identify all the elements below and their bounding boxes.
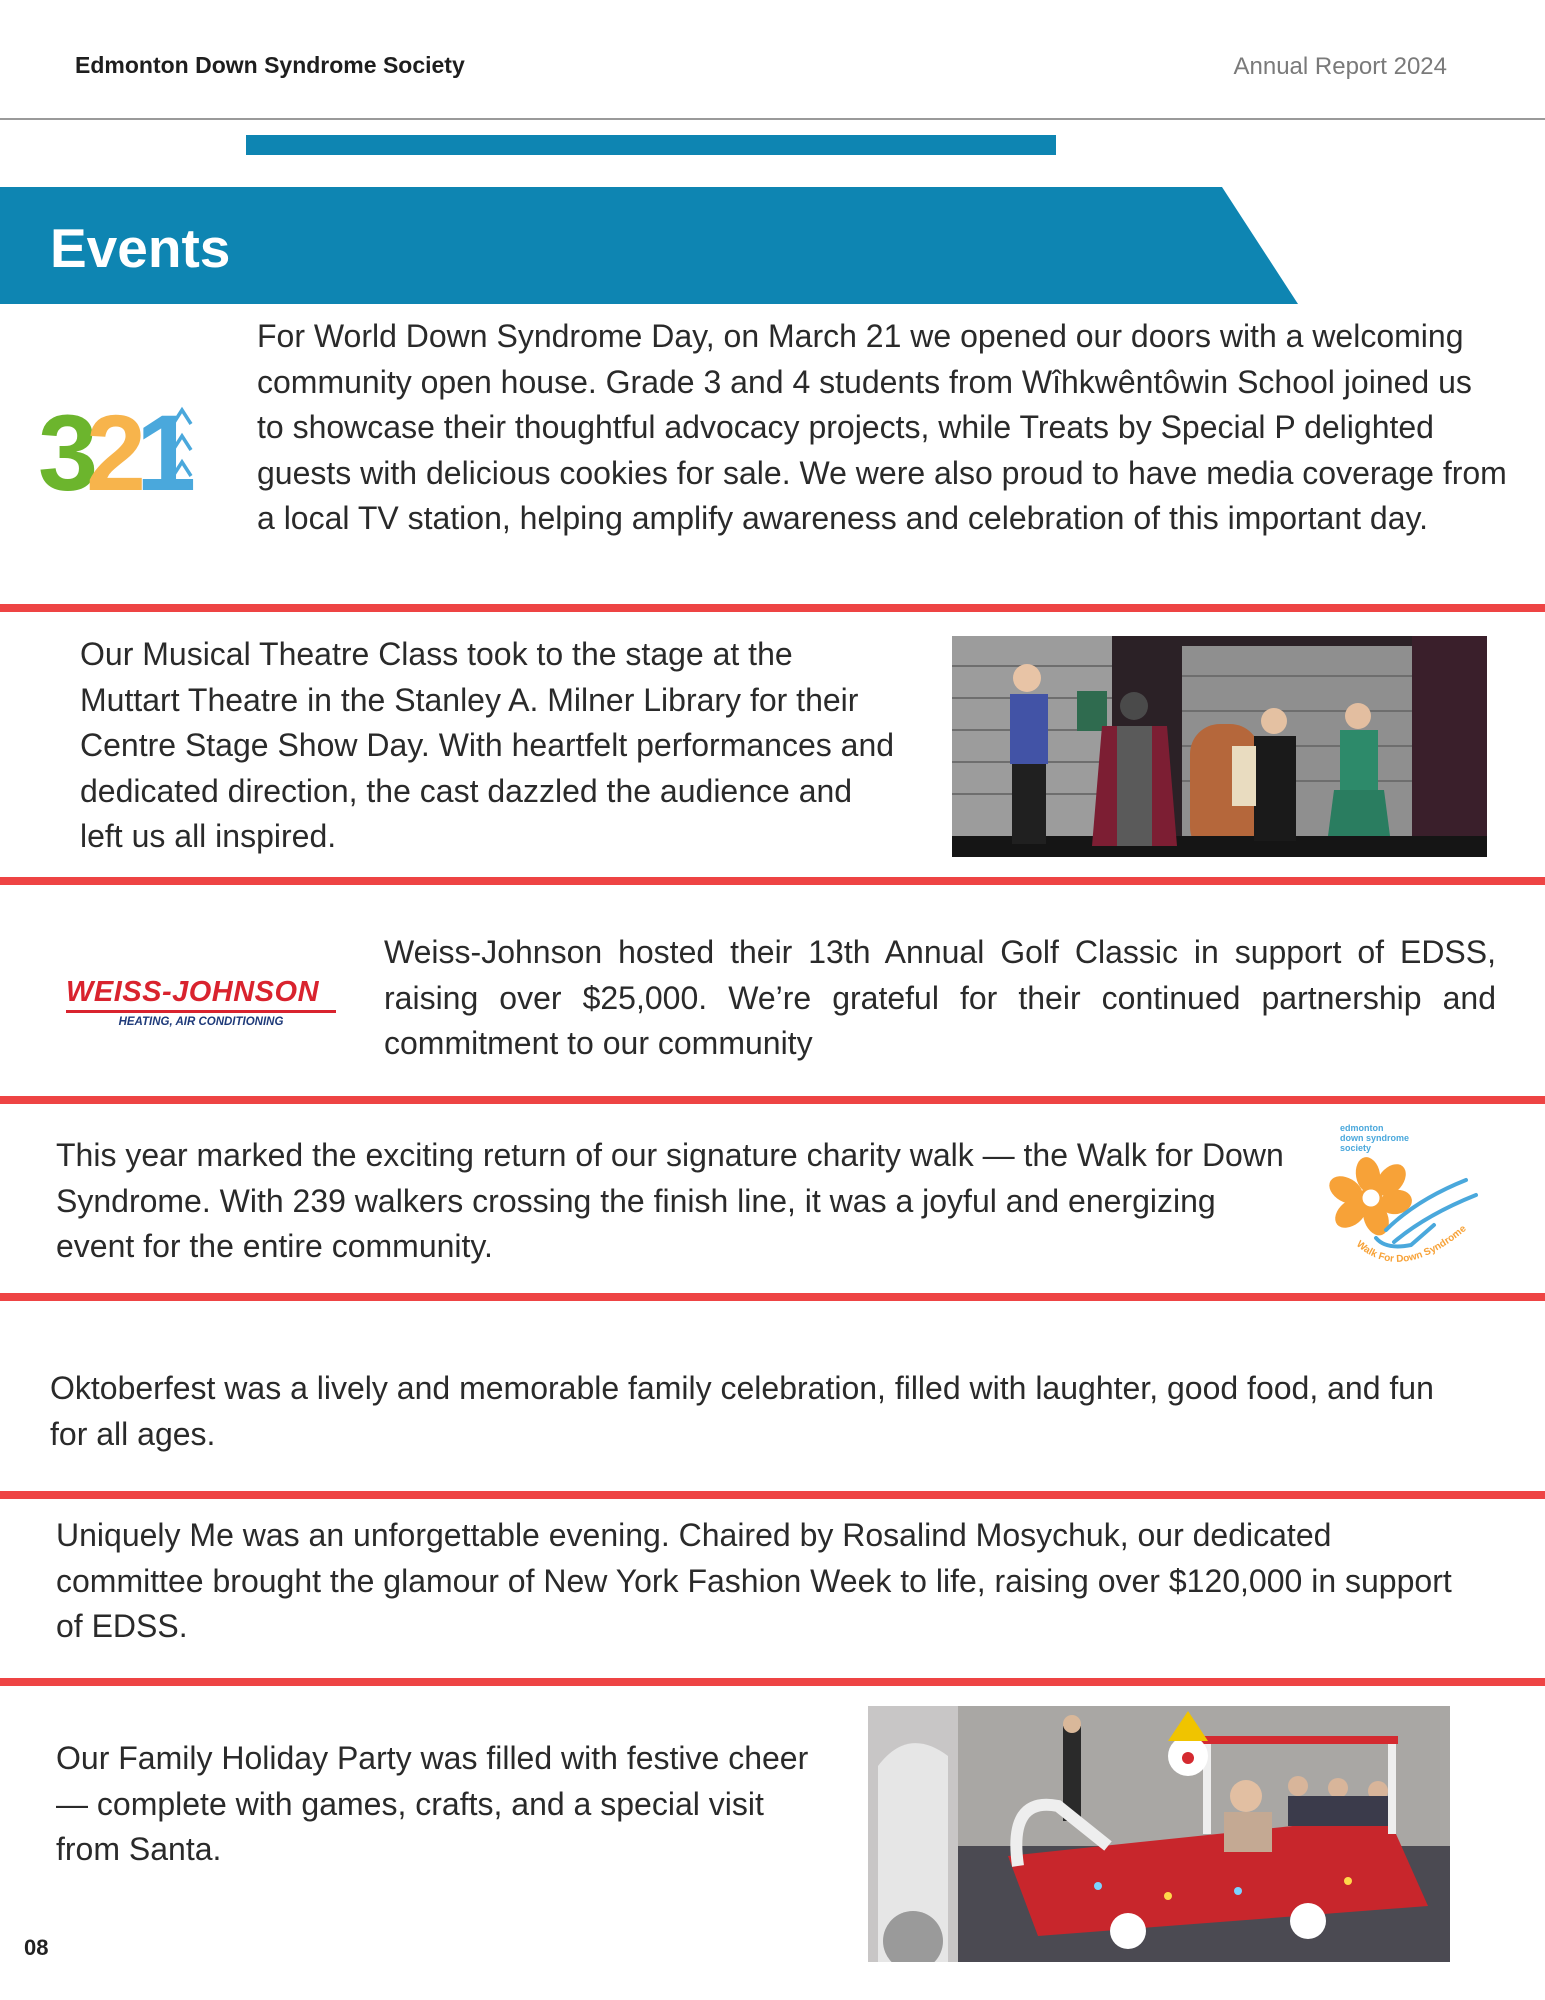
walk-for-down-syndrome-logo bbox=[1316, 1120, 1484, 1280]
organization-name: Edmonton Down Syndrome Society bbox=[75, 52, 465, 78]
walk-logo-org-line3: society bbox=[1340, 1143, 1372, 1153]
musical-theatre-photo bbox=[952, 636, 1487, 857]
walk-logo-arc-text: Walk For Down Syndrome bbox=[1354, 1223, 1469, 1265]
walk-text: This year marked the exciting return of our signature charity walk — the Walk for Down Syndrome. With 239 walkers crossing the finish line, it was a joyful and energizing event for the entire community. bbox=[56, 1137, 1284, 1264]
section-title: Events bbox=[50, 217, 231, 279]
walk-logo-org-line1: edmonton bbox=[1340, 1123, 1384, 1133]
logo-digit-2: 2 bbox=[86, 398, 147, 494]
logo-underline bbox=[66, 1010, 336, 1013]
page-number: 08 bbox=[24, 1935, 49, 1960]
logo-digit-1: 1 bbox=[136, 398, 197, 494]
golf-classic-text: Weiss-Johnson hosted their 13th Annual Golf Classic in support of EDSS, raising over $25,000. We’re grateful for their continued partnership and commitment to our community bbox=[384, 934, 1496, 1061]
walk-logo-org-line2: down syndrome bbox=[1340, 1133, 1410, 1143]
event-divider bbox=[0, 877, 1545, 885]
holiday-party-photo bbox=[868, 1706, 1450, 1962]
header-divider bbox=[0, 118, 1545, 120]
world-down-syndrome-day-text: For World Down Syndrome Day, on March 21 we opened our doors with a welcoming community open house. Grade 3 and 4 students from Wîhkwêntôwin School joined us to showcase their thoughtful advocacy projects, while Treats by Special P delighted guests with delicious cookies for sale. We were also proud to have media coverage from a local TV station, helping amplify awareness and celebration of this important day. bbox=[257, 318, 1507, 536]
accent-bar bbox=[246, 135, 1056, 155]
holiday-train-ride-image bbox=[868, 1706, 1450, 1962]
event-divider bbox=[0, 1491, 1545, 1499]
report-title: Annual Report 2024 bbox=[1233, 53, 1447, 80]
world-down-syndrome-day-logo bbox=[38, 398, 208, 494]
holiday-party-text: Our Family Holiday Party was filled with festive cheer — complete with games, crafts, and a special visit from Santa. bbox=[56, 1740, 809, 1867]
event-divider bbox=[0, 1096, 1545, 1104]
event-divider bbox=[0, 1678, 1545, 1686]
weiss-johnson-logo bbox=[66, 976, 336, 1028]
uniquely-me-text: Uniquely Me was an unforgettable evening. Chaired by Rosalind Mosychuk, our dedicated committee brought the glamour of New York Fashion Week to life, raising over $120,000 in support of EDSS. bbox=[56, 1517, 1452, 1644]
flower-icon bbox=[1324, 1155, 1413, 1239]
oktoberfest-text: Oktoberfest was a lively and memorable family celebration, filled with laughter, good food, and fun for all ages. bbox=[50, 1370, 1434, 1452]
weiss-johnson-logo-name: WEISS-JOHNSON bbox=[66, 976, 320, 1008]
stage-scene-image bbox=[952, 636, 1487, 857]
logo-digit-3: 3 bbox=[38, 398, 99, 494]
musical-theatre-text: Our Musical Theatre Class took to the stage at the Muttart Theatre in the Stanley A. Milner Library for their Centre Stage Show Day. With heartfelt performances and dedicated direction, the cast dazzled the audience and left us all inspired. bbox=[80, 636, 895, 854]
weiss-johnson-logo-tagline: HEATING, AIR CONDITIONING bbox=[118, 1016, 284, 1028]
event-divider bbox=[0, 604, 1545, 612]
event-divider bbox=[0, 1293, 1545, 1301]
